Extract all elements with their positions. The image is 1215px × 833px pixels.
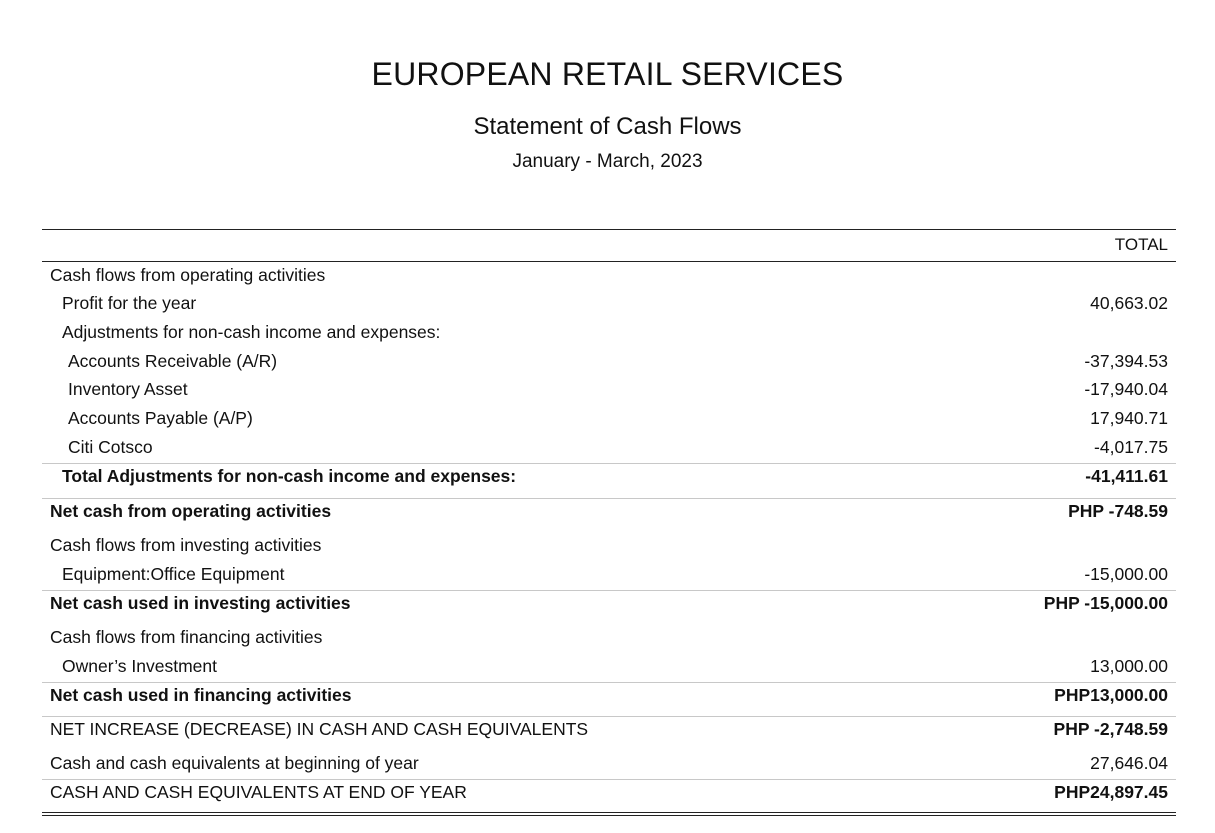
- report-period: January - March, 2023: [512, 151, 703, 172]
- row-net-cash-financing: [42, 682, 1176, 716]
- row-amount: -41,411.61: [1085, 466, 1168, 486]
- row-label: Owner’s Investment: [62, 656, 217, 676]
- row-amount: PHP24,897.45: [1054, 782, 1168, 802]
- row-profit-for-year: [42, 290, 1176, 319]
- row-label: Cash flows from investing activities: [50, 535, 322, 555]
- row-label: Cash and cash equivalents at beginning of year: [50, 753, 419, 773]
- row-citi-cotsco: [42, 434, 1176, 463]
- row-label: Net cash from operating activities: [50, 501, 332, 521]
- row-accounts-payable: [42, 405, 1176, 434]
- row-cash-beginning: [42, 750, 1176, 779]
- row-office-equipment: [42, 561, 1176, 590]
- company-name: EUROPEAN RETAIL SERVICES: [371, 56, 844, 92]
- row-label: Accounts Payable (A/P): [68, 408, 253, 428]
- row-amount: 40,663.02: [1090, 293, 1168, 313]
- section-operating-header: [42, 262, 1176, 290]
- row-label: Accounts Receivable (A/R): [68, 351, 278, 371]
- row-total-adjustments: [42, 463, 1176, 498]
- row-cash-end: [42, 779, 1176, 816]
- row-amount: -4,017.75: [1094, 437, 1168, 457]
- row-label: Cash flows from operating activities: [50, 265, 326, 285]
- row-amount: 27,646.04: [1090, 753, 1168, 773]
- row-inventory-asset: [42, 376, 1176, 405]
- row-label: Citi Cotsco: [68, 437, 153, 457]
- row-label: Net cash used in financing activities: [50, 685, 352, 705]
- cash-flow-table: [42, 229, 1176, 816]
- row-label: NET INCREASE (DECREASE) IN CASH AND CASH EQUIVALENTS: [50, 719, 589, 739]
- row-label: Total Adjustments for non-cash income and expenses:: [62, 466, 517, 486]
- total-column-header: TOTAL: [1114, 235, 1168, 254]
- row-amount: -15,000.00: [1084, 564, 1168, 584]
- table-header: [42, 229, 1176, 262]
- row-label: Adjustments for non-cash income and expenses:: [62, 322, 441, 342]
- row-label: Inventory Asset: [68, 379, 188, 399]
- row-amount: PHP -2,748.59: [1053, 719, 1168, 739]
- row-adjustments-header: [42, 319, 1176, 348]
- row-net-increase-decrease: [42, 716, 1176, 750]
- row-label: CASH AND CASH EQUIVALENTS AT END OF YEAR: [50, 782, 467, 802]
- row-label: Equipment:Office Equipment: [62, 564, 285, 584]
- row-net-cash-operating: [42, 498, 1176, 532]
- row-amount: -37,394.53: [1084, 351, 1168, 371]
- row-label: Profit for the year: [62, 293, 197, 313]
- row-amount: PHP -748.59: [1068, 501, 1168, 521]
- row-accounts-receivable: [42, 348, 1176, 376]
- section-financing-header: [42, 624, 1176, 653]
- row-amount: PHP -15,000.00: [1043, 593, 1168, 613]
- row-label: Net cash used in investing activities: [50, 593, 351, 613]
- row-amount: -17,940.04: [1084, 379, 1168, 399]
- row-owners-investment: [42, 653, 1176, 682]
- row-label: Cash flows from financing activities: [50, 627, 323, 647]
- row-amount: 17,940.71: [1090, 408, 1168, 428]
- report-title: Statement of Cash Flows: [473, 113, 742, 140]
- row-amount: PHP13,000.00: [1054, 685, 1168, 705]
- section-investing-header: [42, 532, 1176, 561]
- row-net-cash-investing: [42, 590, 1176, 624]
- row-amount: 13,000.00: [1090, 656, 1168, 676]
